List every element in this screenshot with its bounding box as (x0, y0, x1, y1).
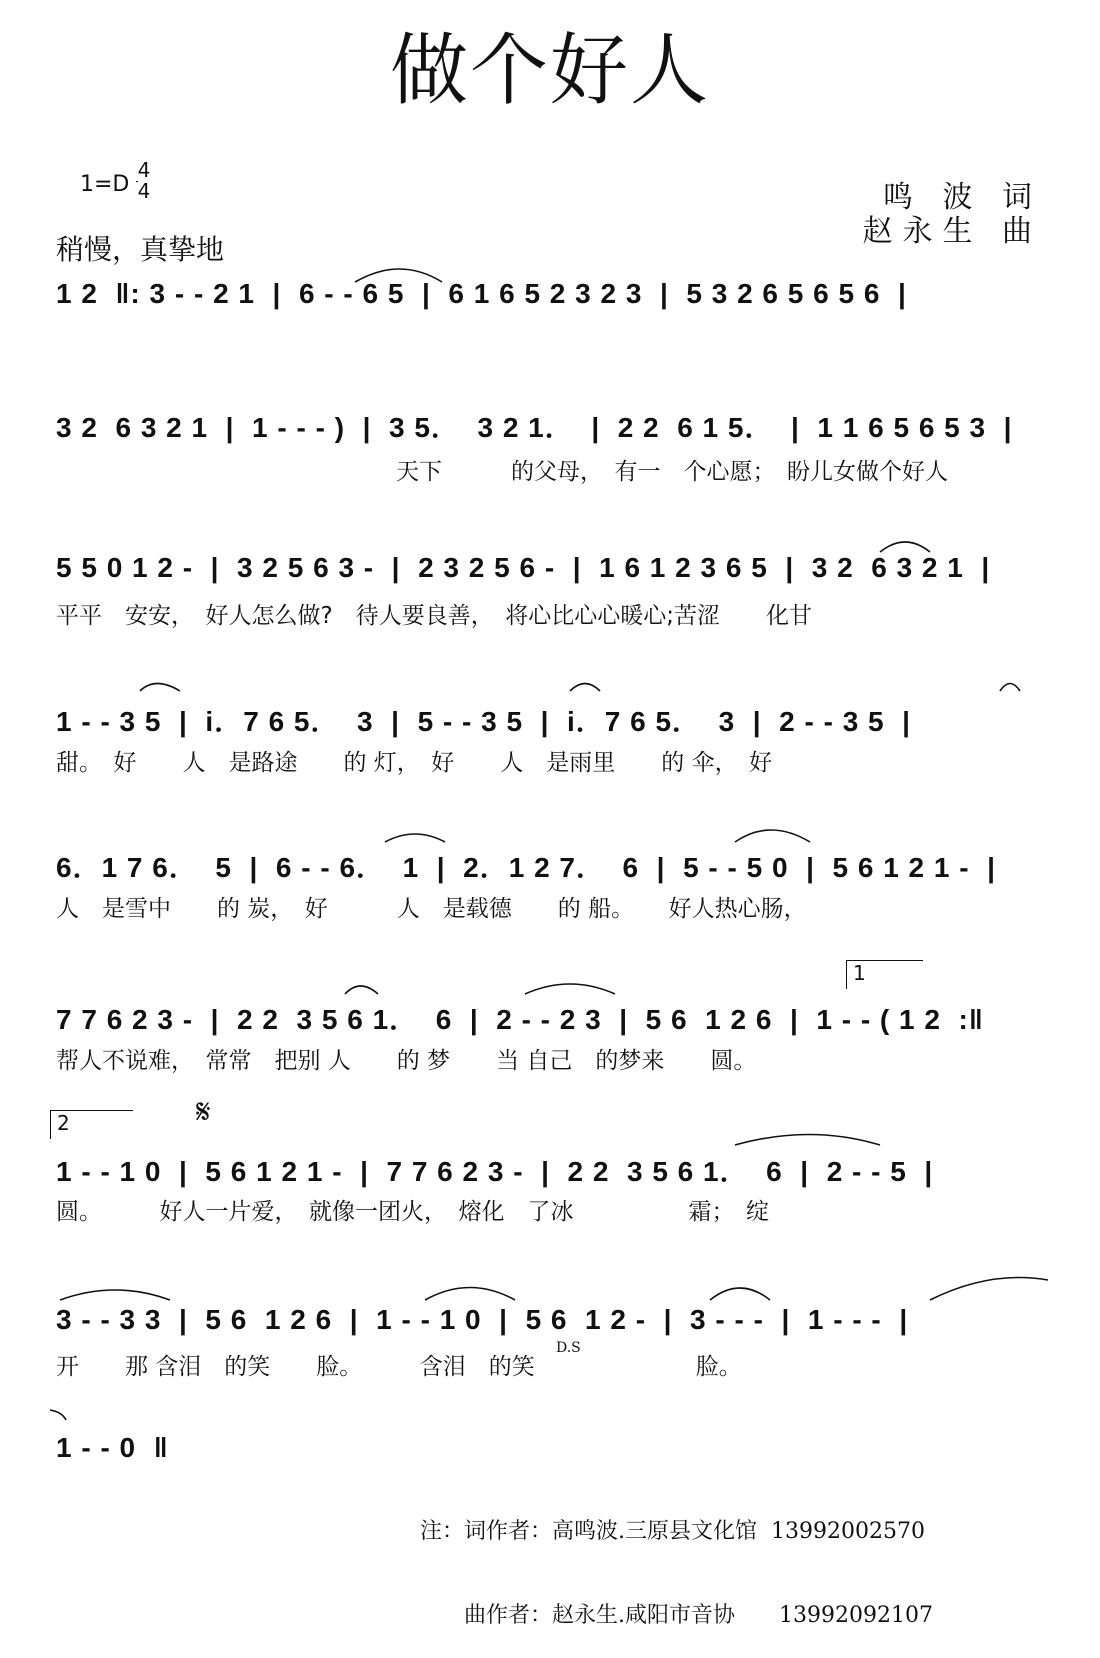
slur-mark (345, 986, 378, 994)
footnote-line-2: 曲作者：赵永生.咸阳市音协 13992092107 (420, 1603, 933, 1628)
system-2-notes: 3 2 6 3 2 1 | 1 - - - ) | 3 5． 3 2 1． | 2 2 6 1 5． | 1 1 6 5 6 5 3 | (56, 412, 1013, 443)
system-8-lyrics: 开 那 含泪 的笑 脸。 含泪 的笑 脸。 (56, 1354, 742, 1380)
slur-mark (140, 684, 180, 692)
slur-mark (525, 984, 615, 994)
slur-mark (50, 1410, 66, 1420)
system-9-notes: 1 - - 0 ‖ (56, 1432, 169, 1463)
system-3-lyrics: 平平 安安， 好人怎么做? 待人要良善， 将心比心心暖心;苦涩 化甘 (56, 603, 812, 629)
slur-mark (710, 1288, 770, 1300)
slur-mark (425, 1288, 515, 1301)
time-bottom: 4 (137, 179, 151, 203)
system-6-notes: 7 7 6 2 3 - | 2 2 3 5 6 1． 6 | 2 - - 2 3 | 5 6 1 2 6 | 1 - - ( 1 2 :‖ (56, 1004, 984, 1035)
system-7-notes: 1 - - 1 0 | 5 6 1 2 1 - | 7 7 6 2 3 - | 2 2 3 5 6 1． 6 | 2 - - 5 | (56, 1156, 934, 1187)
volta-1-label: 1 (853, 961, 866, 985)
volta-2-label: 2 (57, 1111, 70, 1135)
slur-mark (355, 269, 442, 282)
system-2-lyrics: 天下 的父母， 有一 个心愿； 盼儿女做个好人 (396, 459, 948, 485)
system-3-notes: 5 5 0 1 2 - | 3 2 5 6 3 - | 2 3 2 5 6 - | 1 6 1 2 3 6 5 | 3 2 6 3 2 1 | (56, 552, 991, 583)
time-top: 4 (137, 158, 151, 182)
system-5-lyrics: 人 是雪中 的 炭， 好 人 是载德 的 船。 好人热心肠， (56, 896, 807, 922)
slur-mark (930, 1278, 1048, 1301)
slur-mark (60, 1290, 170, 1300)
system-1-notes: 1 2 ‖: 3 - - 2 1 | 6 - - 6 5 | 6 1 6 5 2 3 2 3 | 5 3 2 6 5 6 5 6 | (56, 278, 907, 309)
footnote-line-1: 注：词作者：高鸣波.三原县文化馆 13992002570 (420, 1519, 925, 1544)
slur-mark (735, 830, 810, 842)
segno-sign: 𝄋 (196, 1092, 211, 1132)
slur-mark (735, 1135, 880, 1146)
slur-mark (1000, 684, 1020, 692)
lyricist-credit: 鸣 波 词 (882, 180, 1042, 215)
system-5-notes: 6．1 7 6． 5 | 6 - - 6． 1 | 2．1 2 7． 6 | 5 - - 5 0 | 5 6 1 2 1 - | (56, 852, 996, 883)
tempo-marking: 稍慢，真挚地 (56, 233, 225, 266)
system-8-notes: 3 - - 3 3 | 5 6 1 2 6 | 1 - - 1 0 | 5 6 1 2 - | 3 - - - | 1 - - - | (56, 1304, 909, 1335)
slur-mark (385, 834, 445, 842)
key-signature: 1=D (80, 172, 130, 197)
ds-marking: D.S (556, 1340, 581, 1356)
slur-mark (570, 684, 600, 692)
system-6-lyrics: 帮人不说难， 常常 把别 人 的 梦 当 自己 的梦来 圆。 (56, 1048, 757, 1074)
slur-mark (880, 542, 930, 552)
composer-credit: 赵永生 曲 (862, 214, 1042, 249)
system-7-lyrics: 圆。 好人一片爱， 就像一团火， 熔化 了冰 霜； 绽 (56, 1199, 769, 1225)
system-4-lyrics: 甜。 好 人 是路途 的 灯， 好 人 是雨里 的 伞， 好 (56, 750, 773, 776)
system-4-notes: 1 - - 3 5 | i．7 6 5． 3 | 5 - - 3 5 | i．7 6 5． 3 | 2 - - 3 5 | (56, 706, 912, 737)
song-title: 做个好人 (389, 26, 710, 116)
